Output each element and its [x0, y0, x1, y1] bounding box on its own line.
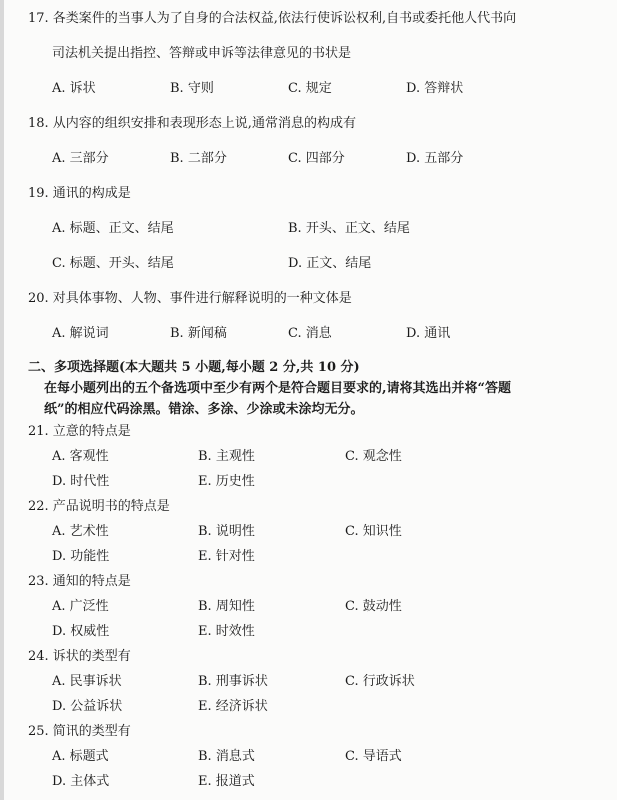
q19-option-b: B. 开头、正文、结尾	[288, 221, 410, 236]
q22-stem: 22. 产品说明书的特点是	[28, 499, 170, 514]
q20-stem: 20. 对具体事物、人物、事件进行解释说明的一种文体是	[28, 291, 352, 306]
q22-option-a: A. 艺术性	[52, 524, 109, 539]
q18-option-a: A. 三部分	[52, 151, 109, 166]
q17-option-a: A. 诉状	[52, 81, 96, 96]
q20-option-b: B. 新闻稿	[170, 326, 227, 341]
q25-option-c: C. 导语式	[345, 749, 402, 764]
q24-option-e: E. 经济诉状	[198, 699, 268, 714]
q17-stem-line1: 17. 各类案件的当事人为了自身的合法权益,依法行使诉讼权利,自书或委托他人代书向	[28, 11, 517, 26]
q23-option-b: B. 周知性	[198, 599, 255, 614]
q25-option-b: B. 消息式	[198, 749, 255, 764]
q17-option-d: D. 答辩状	[406, 81, 464, 96]
q25-option-e: E. 报道式	[198, 774, 255, 789]
q24-option-b: B. 刑事诉状	[198, 674, 268, 689]
q21-stem: 21. 立意的特点是	[28, 424, 131, 439]
q17-stem-line2: 司法机关提出指控、答辩或申诉等法律意见的书状是	[52, 46, 352, 61]
q18-option-c: C. 四部分	[288, 151, 345, 166]
q19-option-a: A. 标题、正文、结尾	[52, 221, 174, 236]
q25-option-d: D. 主体式	[52, 774, 110, 789]
q20-option-a: A. 解说词	[52, 326, 109, 341]
q23-option-a: A. 广泛性	[52, 599, 109, 614]
q22-option-b: B. 说明性	[198, 524, 255, 539]
q21-option-b: B. 主观性	[198, 449, 255, 464]
q19-stem: 19. 通讯的构成是	[28, 186, 131, 201]
q20-option-d: D. 通讯	[406, 326, 451, 341]
q25-option-a: A. 标题式	[52, 749, 109, 764]
q24-option-d: D. 公益诉状	[52, 699, 123, 714]
q19-option-c: C. 标题、开头、结尾	[52, 256, 174, 271]
q19-option-d: D. 正文、结尾	[288, 256, 372, 271]
q23-stem: 23. 通知的特点是	[28, 574, 131, 589]
q22-option-e: E. 针对性	[198, 549, 255, 564]
q22-option-c: C. 知识性	[345, 524, 402, 539]
section2-instruction-line2: 纸”的相应代码涂黑。错涂、多涂、少涂或未涂均无分。	[44, 402, 364, 417]
q24-stem: 24. 诉状的类型有	[28, 649, 131, 664]
q21-option-d: D. 时代性	[52, 474, 110, 489]
q17-option-b: B. 守则	[170, 81, 214, 96]
q23-option-c: C. 鼓动性	[345, 599, 402, 614]
q21-option-a: A. 客观性	[52, 449, 109, 464]
section2-instruction-line1: 在每小题列出的五个备选项中至少有两个是符合题目要求的,请将其选出并将“答题	[44, 381, 512, 396]
q24-option-c: C. 行政诉状	[345, 674, 415, 689]
q21-option-e: E. 历史性	[198, 474, 255, 489]
q22-option-d: D. 功能性	[52, 549, 110, 564]
q24-option-a: A. 民事诉状	[52, 674, 122, 689]
q21-option-c: C. 观念性	[345, 449, 402, 464]
q25-stem: 25. 简讯的类型有	[28, 724, 131, 739]
page-edge	[0, 0, 4, 800]
q18-option-b: B. 二部分	[170, 151, 227, 166]
q17-option-c: C. 规定	[288, 81, 332, 96]
q23-option-d: D. 权威性	[52, 624, 110, 639]
section2-title: 二、多项选择题(本大题共 5 小题,每小题 2 分,共 10 分)	[28, 360, 360, 375]
q23-option-e: E. 时效性	[198, 624, 255, 639]
q20-option-c: C. 消息	[288, 326, 332, 341]
q18-option-d: D. 五部分	[406, 151, 464, 166]
q18-stem: 18. 从内容的组织安排和表现形态上说,通常消息的构成有	[28, 116, 356, 131]
